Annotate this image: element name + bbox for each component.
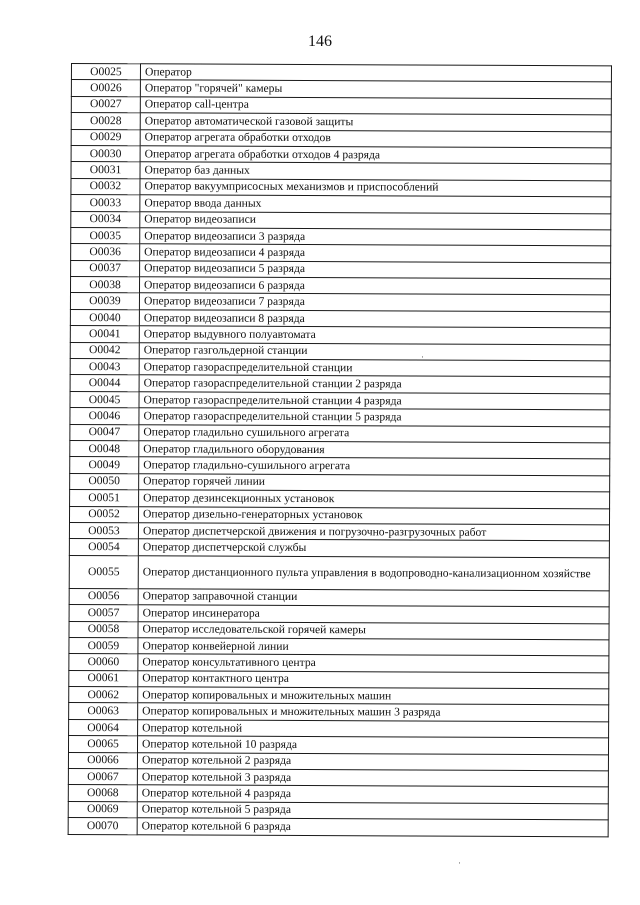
occupation-code-cell: О0047 [70,424,139,441]
occupation-name-cell: Оператор гладильного оборудования [139,441,610,459]
occupation-code-cell: О0030 [71,145,140,162]
occupation-code-cell: О0056 [69,588,138,605]
occupation-name-cell: Оператор [140,64,611,82]
occupation-name-cell: Оператор агрегата обработки отходов [140,129,611,147]
scan-artifact-dot: · [421,352,424,362]
occupation-code-cell: О0042 [70,342,139,359]
scan-artifact-dot: · [458,858,461,868]
occupation-name-cell: Оператор газораспределительной станции 4 разряда [139,392,610,410]
occupation-code-cell: О0063 [69,703,138,720]
table-row [69,555,609,590]
occupation-name-cell: Оператор исследовательской горячей камеры [138,621,609,639]
occupation-name-cell: Оператор дистанционного пульта управления в водопроводно-канализационном хозяйстве [138,556,609,591]
occupation-code-cell: О0049 [70,457,139,474]
occupation-code-cell: О0065 [68,736,137,753]
occupation-name-cell: Оператор котельной [138,720,609,738]
occupation-name-cell: Оператор вакуумприсосных механизмов и приспособлений [140,179,611,197]
occupation-code-cell: О0029 [71,129,140,146]
occupation-name-cell: Оператор гладильно сушильного агрегата [139,424,610,442]
occupation-code-cell: О0025 [71,64,140,81]
occupation-name-cell: Оператор контактного центра [138,670,609,688]
occupation-code-cell: О0043 [70,359,139,376]
occupation-name-cell: Оператор выдувного полуавтомата [139,326,610,344]
occupation-code-table [68,63,612,837]
occupation-name-cell: Оператор "горячей" камеры [140,80,611,98]
occupation-code-cell: О0051 [70,490,139,507]
occupation-name-cell: Оператор видеозаписи [140,211,611,229]
occupation-name-cell: Оператор баз данных [140,162,611,180]
occupation-code-cell: О0068 [68,785,137,802]
occupation-code-cell: О0039 [70,293,139,310]
occupation-name-cell: Оператор дизельно-генераторных установок [138,506,609,524]
occupation-name-cell: Оператор заправочной станции [138,589,609,607]
occupation-name-cell: Оператор видеозаписи 8 разряда [139,310,610,328]
occupation-name-cell: Оператор гладильно-сушильного агрегата [139,457,610,475]
occupation-name-cell: Оператор газораспределительной станции 5 разряда [139,408,610,426]
occupation-name-cell: Оператор котельной 2 разряда [137,752,608,770]
occupation-name-cell: Оператор конвейерной линии [138,638,609,656]
occupation-code-cell: О0033 [71,195,140,212]
occupation-name-cell: Оператор дезинсекционных установок [139,490,610,508]
occupation-code-cell: О0038 [70,277,139,294]
occupation-code-cell: О0041 [70,326,139,343]
occupation-name-cell: Оператор копировальных и множительных машин 3 разряда [138,703,609,721]
occupation-name-cell: Оператор инсинератора [138,605,609,623]
occupation-code-cell: О0054 [69,539,138,556]
occupation-name-cell: Оператор газораспределительной станции 2 разряда [139,375,610,393]
occupation-name-cell: Оператор видеозаписи 3 разряда [140,228,611,246]
occupation-name-cell: Оператор котельной 5 разряда [137,802,608,820]
occupation-code-cell: О0062 [69,687,138,704]
occupation-code-cell: О0059 [69,637,138,654]
occupation-code-cell: О0055 [69,555,138,588]
occupation-code-cell: О0053 [69,522,138,539]
occupation-code-cell: О0057 [69,605,138,622]
occupation-name-cell: Оператор газораспределительной станции [139,359,610,377]
occupation-code-cell: О0050 [70,473,139,490]
occupation-code-cell: О0061 [69,670,138,687]
occupation-code-cell: О0052 [69,506,138,523]
occupation-code-cell: О0067 [68,769,137,786]
occupation-code-cell: О0064 [69,719,138,736]
occupation-code-cell: О0066 [68,752,137,769]
occupation-name-cell: Оператор газгольдерной станции [139,342,610,360]
occupation-name-cell: Оператор диспетчерской движения и погрузочно-разгрузочных работ [138,523,609,541]
occupation-name-cell: Оператор видеозаписи 4 разряда [140,244,611,262]
page-number: 146 [308,33,332,50]
occupation-name-cell: Оператор котельной 10 разряда [137,736,608,754]
occupation-code-cell: О0046 [70,408,139,425]
occupation-name-cell: Оператор ввода данных [140,195,611,213]
occupation-name-cell: Оператор видеозаписи 5 разряда [140,260,611,278]
occupation-name-cell: Оператор консультативного центра [138,654,609,672]
occupation-name-cell: Оператор котельной 3 разряда [137,769,608,787]
occupation-name-cell: Оператор call-центра [140,97,611,115]
occupation-code-cell: О0032 [71,178,140,195]
occupation-code-cell: О0034 [71,211,140,228]
occupation-name-cell: Оператор копировальных и множительных машин [138,687,609,705]
occupation-code-cell: О0045 [70,391,139,408]
occupation-code-cell: О0031 [71,162,140,179]
occupation-code-cell: О0044 [70,375,139,392]
occupation-name-cell: Оператор котельной 6 разряда [137,818,608,836]
occupation-code-cell: О0070 [68,818,137,835]
occupation-code-cell: О0060 [69,654,138,671]
occupation-code-cell: О0048 [70,440,139,457]
occupation-code-cell: О0040 [70,309,139,326]
occupation-code-cell: О0069 [68,801,137,818]
occupation-name-cell: Оператор видеозаписи 7 разряда [139,293,610,311]
occupation-code-cell: О0026 [71,80,140,97]
occupation-name-cell: Оператор агрегата обработки отходов 4 разряда [140,146,611,164]
table-row [68,818,608,837]
occupation-code-cell: О0027 [71,96,140,113]
occupation-name-cell: Оператор горячей линии [139,474,610,492]
occupation-name-cell: Оператор видеозаписи 6 разряда [139,277,610,295]
occupation-name-cell: Оператор автоматической газовой защиты [140,113,611,131]
table-body [68,64,611,837]
occupation-code-cell: О0028 [71,113,140,130]
occupation-name-cell: Оператор котельной 4 разряда [137,785,608,803]
occupation-name-cell: Оператор диспетчерской службы [138,539,609,557]
occupation-code-cell: О0037 [71,260,140,277]
occupation-code-cell: О0035 [71,227,140,244]
occupation-code-cell: О0036 [71,244,140,261]
occupation-code-cell: О0058 [69,621,138,638]
